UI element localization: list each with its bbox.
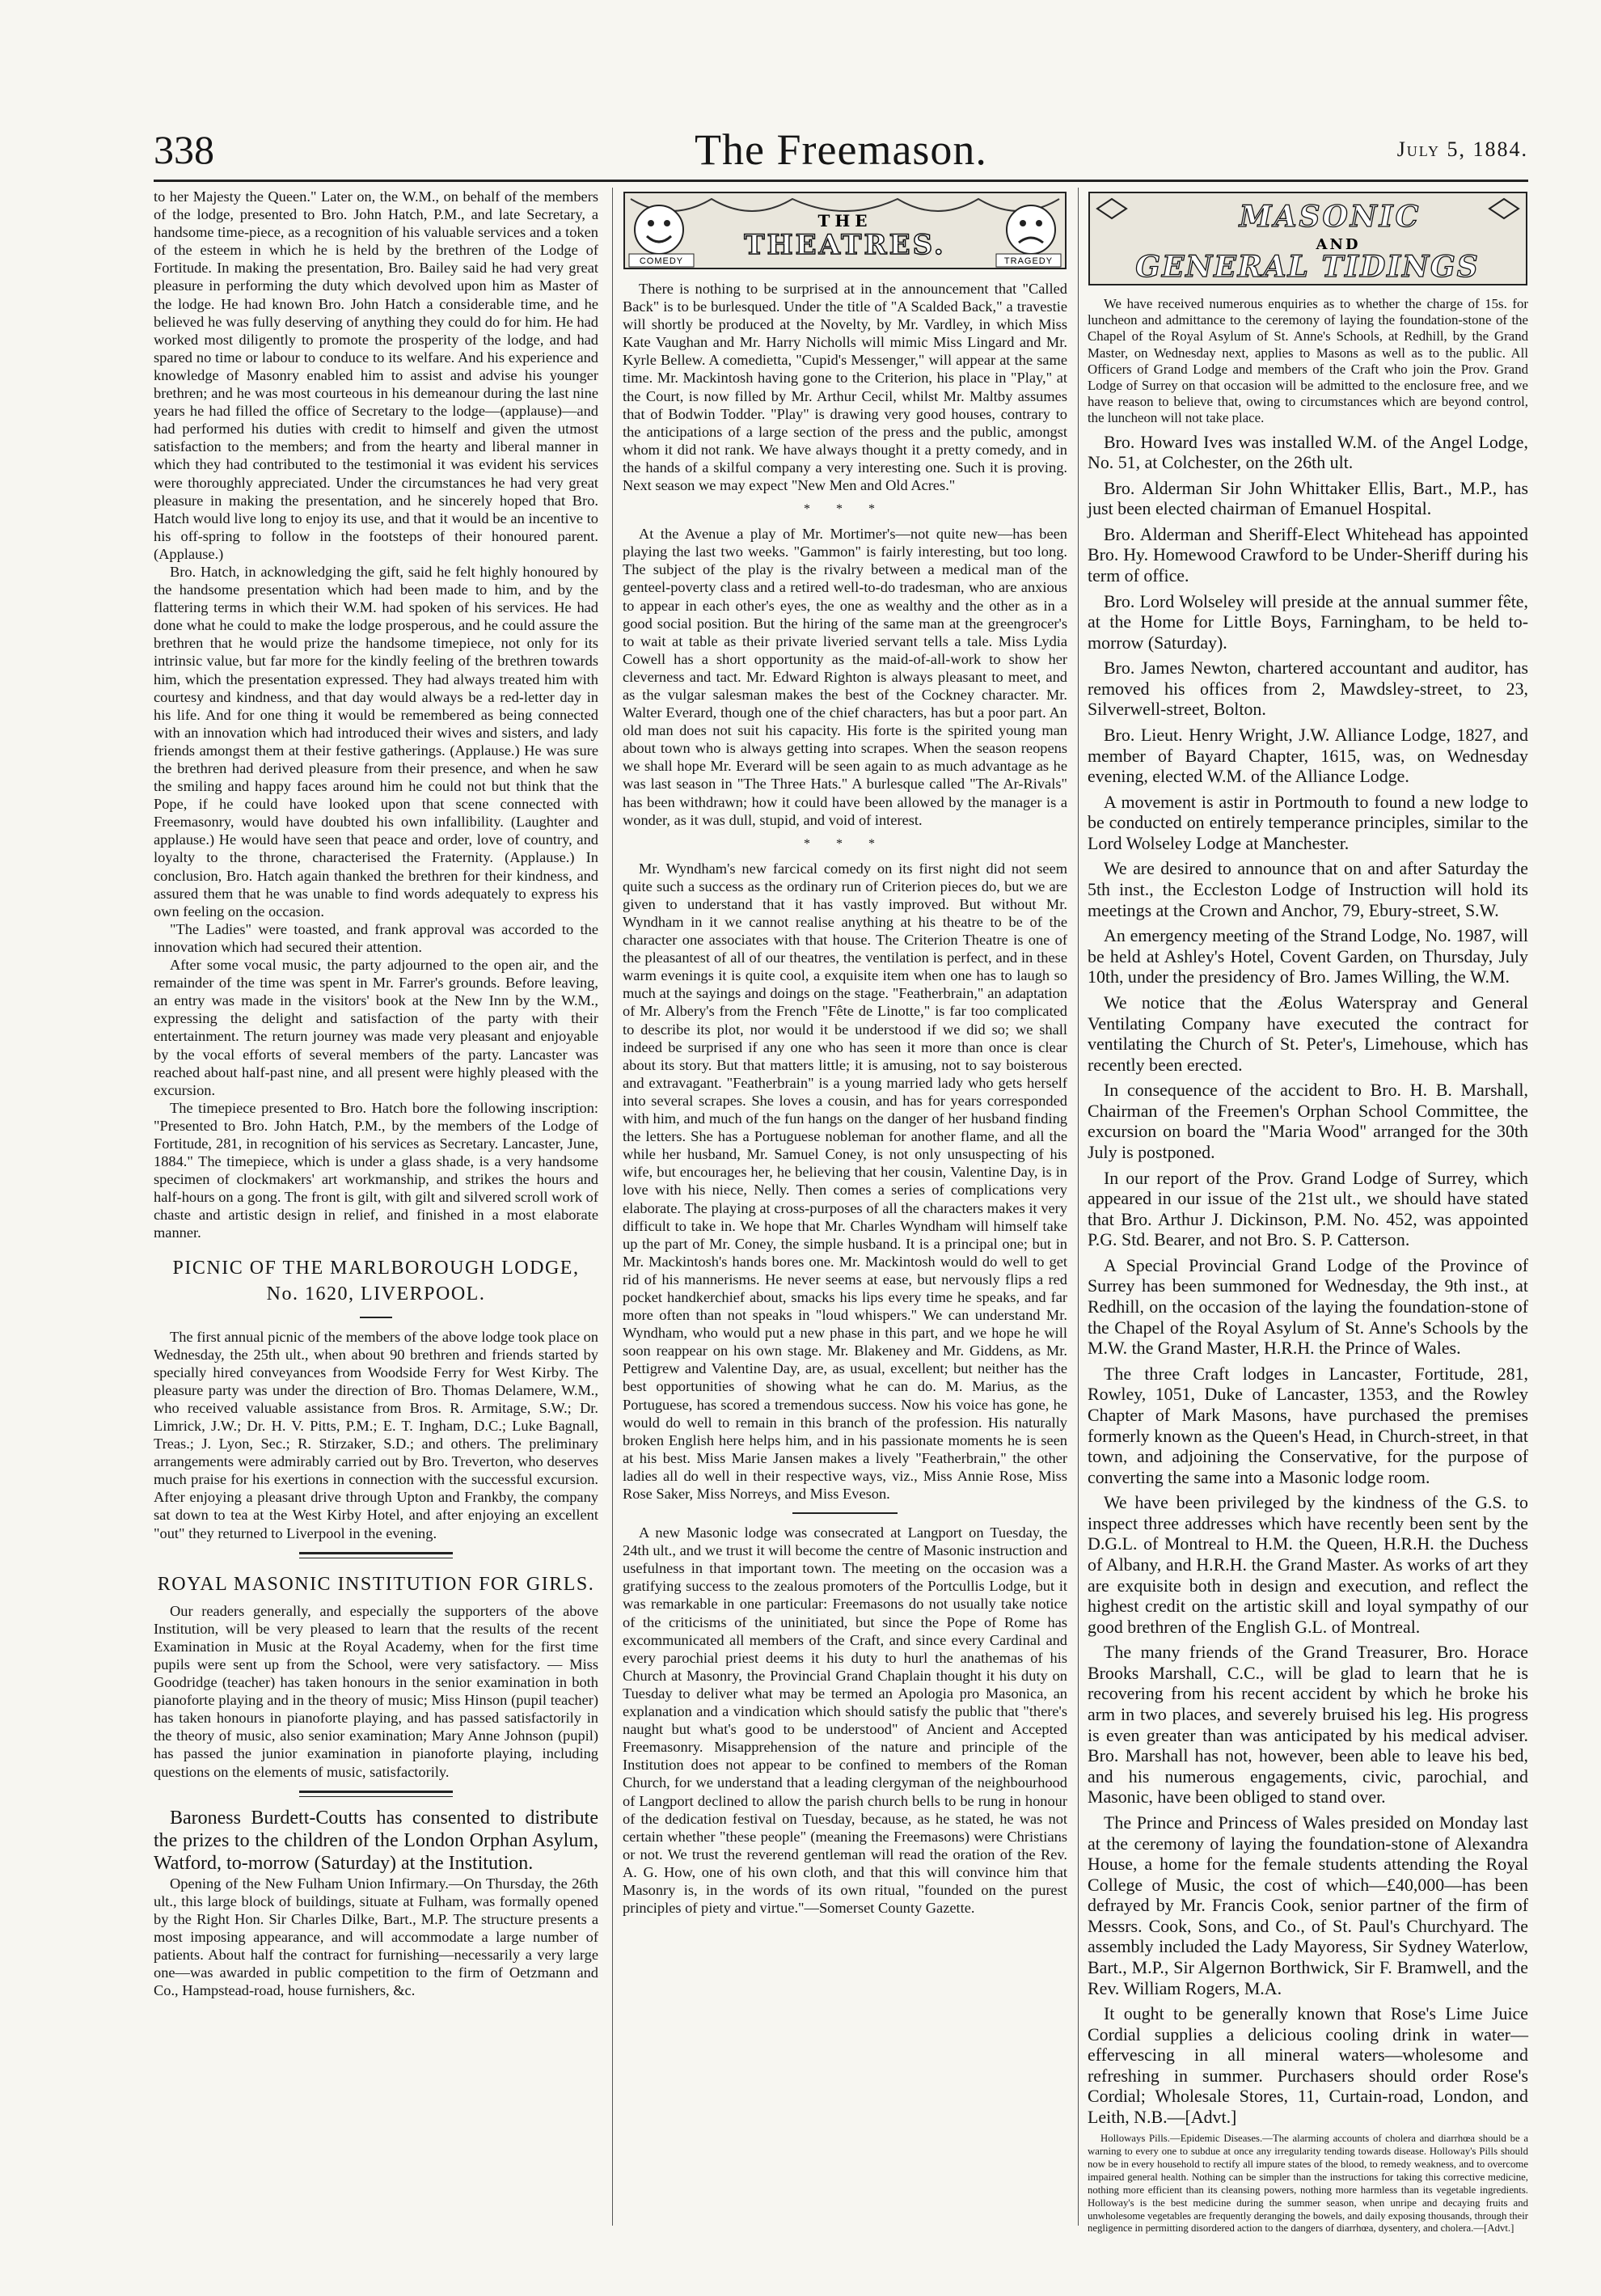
page-number: 338 xyxy=(154,127,214,172)
news-item: Bro. Alderman and Sheriff-Elect Whitehead has appointed Bro. Hy. Homewood Crawford to be Under-Sheriff during his term of office. xyxy=(1088,523,1528,586)
page-header xyxy=(154,125,1528,174)
advertisement-holloways: Holloways Pills.—Epidemic Diseases.—The alarming accounts of cholera and diarrhœa should be a warning to every one to subdue at once any irregularity tending towards disease. Holloway's Pills should now be in every household to rectify all impure states of the blood, to remedy weakness, and to overcome impaired general health. Nothing can be simpler than the instructions for taking this corrective medicine, nothing more efficient than its cleansing powers, nothing more harmless than its vegetable ingredients. Holloway's is the best medicine during the summer season, when unripe and decaying fruits and unwholesome vegetables are frequently deranging the bowels, and daily exposing thousands, through their negligence in permitting disordered action to the dangers of diarrhœa, dysentery, and cholera.—[Advt.] xyxy=(1088,2132,1528,2235)
article-paragraph: At the Avenue a play of Mr. Mortimer's—not quite new—has been playing the last two weeks. "Gammon" is fairly interesting, but too long. The subject of the play is the rivalry between a medical man of the genteel-poverty class and a retired well-to-do tradesman, who are anxious to appear in each other's eyes, the one as wealthy and the other as in a good social position. But the hiring of the same man at the greengrocer's to wait at table as their private liveried servant tells a tale. Miss Lydia Cowell has a short opportunity as the maid-of-all-work to show her cleverness and tact. Mr. Edward Righton is always pleasant to meet, and as the vulgar salesman makes the best of the Cockney character. Mr. Walter Everard, though one of the chief characters, has but a poor part. An old man does not suit his capacity. His forte is the spirited young man about town who is always getting into scrapes. When the season reopens we shall hope Mr. Everard will be seen again to as much advantage as he was last season in "The Three Hats." A burlesque called "The Ar-Rivals" has been withdrawn; how it could have been allowed by the manager is a wonder, as it was dull, stupid, and void of interest. xyxy=(623,526,1067,828)
advertisement: It ought to be generally known that Rose's Lime Juice Cordial supplies a delicious cooling drink in water—effervescing in all mineral waters—wholesome and refreshing in summer. Purchasers should order Rose's Cordial; Wholesale Stores, 11, Curtain-road, London, and Leith, N.B.—[Advt.] xyxy=(1088,2003,1528,2128)
article-paragraph: The timepiece presented to Bro. Hatch bore the following inscription: "Presented to Bro. John Hatch, P.M., by the members of the Lodge of Fortitude, 281, in recognition of his services as Secretary. Lancaster, June, 1884." The timepiece, which is under a glass shade, is a very handsome specimen of clockmakers' art workmanship, and strikes the hours and half-hours on a gong. The front is gilt, with gilt and silvered scroll work of chaste and artistic design in relief, and finished in a most elaborate manner. xyxy=(154,1099,598,1241)
section-stars: * * * xyxy=(804,836,886,851)
theatres-banner xyxy=(623,191,1067,270)
article-paragraph: Opening of the New Fulham Union Infirmary.—On Thursday, the 26th ult., this large block of buildings, situate at Fulham, was formally opened by the Right Hon. Sir Charles Dilke, Bart., M.P. The structure presents a most imposing appearance, and will accommodate a large number of patients. About half the contract for furnishing—necessarily a very large one—was awarded in public competition to the firm of Oetzmann and Co., Hampstead-road, house furnishers, &c. xyxy=(154,1875,598,1999)
divider xyxy=(792,1512,898,1514)
header-rule xyxy=(154,180,1528,182)
news-item: A movement is astir in Portmouth to found a new lodge to be conducted on entirely temperance principles, similar to the Lord Wolseley Lodge at Manchester. xyxy=(1088,791,1528,853)
news-item: Bro. Alderman Sir John Whittaker Ellis, Bart., M.P., has just been elected chairman of Emanuel Hospital. xyxy=(1088,477,1528,519)
divider xyxy=(360,1317,392,1318)
column-rule xyxy=(612,188,613,2226)
news-item: The three Craft lodges in Lancaster, Fortitude, 281, Rowley, 1051, Duke of Lancaster, 1353, and the Rowley Chapter of Mark Masons, have purchased the premises formerly known as the Queen's Head, in Church-street, in that town, and adjoining the Conservative, for the purpose of converting the same into a Masonic lodge room. xyxy=(1088,1363,1528,1487)
news-item: We are desired to announce that on and after Saturday the 5th inst., the Eccleston Lodge of Instruction will hold its meetings at the Crown and Anchor, 79, Ebury-street, S.W. xyxy=(1088,858,1528,920)
article-paragraph: "The Ladies" were toasted, and frank approval was accorded to the innovation which had secured their attention. xyxy=(154,920,598,955)
tidings-banner xyxy=(1088,191,1528,286)
article-paragraph: Baroness Burdett-Coutts has consented to distribute the prizes to the children of the London Orphan Asylum, Watford, to-morrow (Saturday) at the Institution. xyxy=(154,1807,598,1874)
article-paragraph: After some vocal music, the party adjourned to the open air, and the remainder of the time was spent in Mr. Farrer's grounds. Before leaving, an entry was made in the visitors' book at the New Inn by the W.M., expressing the delight and satisfaction of the party with their entertainment. The return journey was made very pleasant and enjoyable by the vocal efforts of several members of the party. Lancaster was reached about half-past nine, and all present were highly pleased with the excursion. xyxy=(154,957,598,1098)
news-item: We have been privileged by the kindness of the G.S. to inspect three addresses which have recently been sent by the D.G.L. of Montreal to H.M. the Queen, H.R.H. the Duchess of Albany, and H.R.H. the Grand Master. As works of art they are exquisite both in design and execution, and reflect the highest credit on the artistic skill and loyal sympathy of our good brethren of the English G.L. of Montreal. xyxy=(1088,1492,1528,1637)
article-paragraph: Our readers generally, and especially the supporters of the above Institution, will be very pleased to learn that the results of the recent Examination in Music at the Royal Academy, when for the first time pupils were sent up from the School, were very satisfactory. — Miss Goodridge (teacher) has taken honours in the senior examination in both pianoforte playing and in the theory of music; Miss Hinson (pupil teacher) has taken honours in pianoforte playing, and has passed satisfactorily in the theory of music, also senior examination; Mary Anne Johnson (pupil) has passed the junior examination in pianoforte playing, including questions on the elements of music, satisfactorily. xyxy=(154,1602,598,1780)
banner-masonic: MASONIC xyxy=(1239,200,1421,234)
article-paragraph: Mr. Wyndham's new farcical comedy on its first night did not seem quite such a success as the ordinary run of Criterion pieces do, but we are given to understand that it has vastly improved. But without Mr. Wyndham in it we cannot realise anything at his theatre to be of the character one associates with that house. The Criterion Theatre is one of the pleasantest of all of our theatres, the ventilation is perfect, and in these warm evenings it is quite cool, a exquisite item when one has to laugh so much at the sayings and doings on the stage. "Featherbrain," an adaptation of Mr. Albery's from the French "Fête de Linotte," is far too complicated to describe its plot, nor would it be understood if we did so; we shall indeed be surprised if any one who has seen it more than once is clear about its story. But that matters little; it is amusing, not to say boisterous and extravagant. "Featherbrain" is a young married lady who gets herself into several scrapes. She loves a cousin, and has for years corresponded with him, and much of the fun hangs on the danger of her husband finding the letters. She has a Portuguese nobleman for another flame, and all the while her husband, Mr. Samuel Coney, is not only unsuspecting of his wife, but encourages her, he believing that her cousin, Valentine Day, is in love with his niece, Nelly. Then comes a series of complications very elaborate. The playing at cross-purposes of all the characters makes it very difficult to take in. We hope that Mr. Charles Wyndham will himself take up the part of Mr. Coney, the simple husband. It is a principal one; but in Mr. Mackintosh's hands bores one. Mr. Mackintosh would do well to get rid of his mannerisms. He never seems at ease, but nervously flips a red pocket handkerchief about, smacks his lips every time he speaks, and far more often than not speaks in "loud whispers." We can understand Mr. Wyndham, who would put a new phase in this part, and we hope he will soon reappear on his own stage. Mr. Blakeney and Mr. Giddens, as Mr. Pettigrew and Valentine Day, are, as usual, excellent; but neither has the best opportunities of showing what he can do. M. Marius, as the Portuguese, has scored a tremendous success. Now his voice has gone, he would do well to remain in this branch of the profession. His naturally broken English here helps him, and in his passionate moments he is seen at his best. Miss Marie Jansen makes a lively "Featherbrain," the other ladies all do well in their respective ways, viz., Miss Annie Rose, Miss Rose Saker, Miss Norreys, and Miss Eveson. xyxy=(623,860,1067,1502)
column-1 xyxy=(154,188,598,1999)
news-item: Bro. Lieut. Henry Wright, J.W. Alliance Lodge, 1827, and member of Bayard Chapter, 1615, was, on Wednesday evening, elected W.M. of the Alliance Lodge. xyxy=(1088,725,1528,787)
news-item: Bro. Howard Ives was installed W.M. of the Angel Lodge, No. 51, at Colchester, on the 26th ult. xyxy=(1088,431,1528,473)
comedy-mask-icon xyxy=(635,205,683,254)
banner-comedy: COMEDY xyxy=(639,256,684,266)
banner-general-tidings: GENERAL TIDINGS xyxy=(1135,250,1480,284)
divider xyxy=(299,1791,453,1797)
section-heading: ROYAL MASONIC INSTITUTION FOR GIRLS. xyxy=(157,1573,595,1595)
article-paragraph: There is nothing to be surprised at in the announcement that "Called Back" is to be burlesqued. Under the title of "A Scalded Back," a travestie will shortly be produced at the Novelty, by Mr. Vardley, in which Miss Kate Vaughan and Mr. Harry Nicholls will mimic Miss Lingard and Mr. Kyrle Bellew. A comedietta, "Cupid's Messenger," will appear at the same time. Mr. Mackintosh having gone to the Criterion, his place in "Play," at the Court, is now filled by Mr. Arthur Cecil, whilst Mr. Maltby assumes that of Bodwin Todder. "Play" is drawing very good houses, contrary to the anticipations of a large section of the press and the public, amongst whom it did not rank. We have always thought it a pretty comedy, and in the hands of a skilful company a very interesting one. Such it is proving. Next season we may expect "New Men and Old Acres." xyxy=(623,281,1067,494)
column-rule xyxy=(1078,188,1079,2226)
column-2 xyxy=(623,188,1067,1917)
column-3 xyxy=(1088,188,1528,2235)
banner-tragedy: TRAGEDY xyxy=(1003,256,1054,266)
news-item: We have received numerous enquiries as to whether the charge of 15s. for luncheon and admittance to the ceremony of laying the foundation-stone of the Chapel of the Royal Asylum of St. Anne's Schools, at Redhill, by the Grand Master, on Wednesday next, applies to Masons as well as to the public. All Officers of Grand Lodge and members of the Craft who join the Prov. Grand Lodge of Surrey on that occasion will be admitted to the enclosure free, and we have reason to believe that, owing to circumstances which are beyond control, the luncheon will not take place. xyxy=(1088,296,1528,426)
section-stars: * * * xyxy=(804,502,886,517)
section-heading: PICNIC OF THE MARLBOROUGH LODGE, No. 1620, LIVERPOOL. xyxy=(172,1257,580,1304)
article-paragraph: Bro. Hatch, in acknowledging the gift, said he felt highly honoured by the handsome presentation which had been made to him, and by the flattering terms in which their W.M. had spoken of his services. He had done what he could to make the lodge prosperous, and he could assure the brethren that he would prize the handsome timepiece, not only for its intrinsic value, but far more for the kindly feeling of the brethren towards him, which the presentation expressed. They had always treated him with courtesy and kindness, and that day would always be a red-letter day in his life. And for one thing it would be remembered as being connected with an innovation which had introduced their wives and sisters, and lady friends amongst them at their festive gatherings. (Applause.) He was sure the brethren had derived pleasure from their presence, and when he saw the smiling and happy faces around him he could not but think that the Pope, if he could have looked upon that scene connected with Freemasonry, would have doubted his own infallibility. (Laughter and applause.) He would have seen that peace and order, love of country, and loyalty to the throne, characterised the Fraternity. (Applause.) In conclusion, Bro. Hatch again thanked the brethren for their kindness, and assured them that he was unable to find words adequately to express his own feeling on the occasion. xyxy=(154,563,598,920)
news-item: The many friends of the Grand Treasurer, Bro. Horace Brooks Marshall, C.C., will be glad to learn that he is recovering from his recent accident by which he broke his arm in two places, and severely bruised his leg. His progress is even greater than was anticipated by his medical adviser. Bro. Marshall has not, however, been able to leave his bed, and his numerous engagements, civic, parochial, and Masonic, have been obliged to stand over. xyxy=(1088,1642,1528,1808)
divider xyxy=(299,1552,453,1558)
theatres-banner-art xyxy=(623,191,1067,270)
masthead: The Freemason. xyxy=(695,125,987,174)
news-item: Bro. James Newton, chartered accountant and auditor, has removed his offices from 2, Mawdsley-street, to 23, Silverwell-street, Bolton. xyxy=(1088,658,1528,720)
news-item: An emergency meeting of the Strand Lodge, No. 1987, will be held at Ashley's Hotel, Covent Garden, on Thursday, July 10th, under the presidency of Bro. James Willing, the W.M. xyxy=(1088,925,1528,987)
news-item: We notice that the Æolus Waterspray and General Ventilating Company have executed the contract for ventilating the Church of St. Peter's, Limehouse, which has recently been erected. xyxy=(1088,992,1528,1075)
news-item: Bro. Lord Wolseley will preside at the annual summer fête, at the Home for Little Boys, Farningham, to be held to-morrow (Saturday). xyxy=(1088,590,1528,653)
news-item: A Special Provincial Grand Lodge of the Province of Surrey has been summoned for Wednesday, the 9th inst., at Redhill, on the occasion of the laying the foundation-stone of the Chapel of the Royal Asylum of St. Anne's Schools by the M.W. the Grand Master, H.R.H. the Prince of Wales. xyxy=(1088,1254,1528,1359)
tragedy-mask-icon xyxy=(1007,205,1055,254)
news-item: The Prince and Princess of Wales presided on Monday last at the ceremony of laying the foundation-stone of Alexandra House, a home for the female students attending the Royal College of Music, the cost of which—£40,000—has been defrayed by Mr. Francis Cook, senior partner of the firm of Messrs. Cook, Sons, and Co., of St. Paul's Churchyard. The assembly included the Lady Mayoress, Sir Sydney Waterlow, Bart., M.P., Sir Algernon Borthwick, Sir F. Bramwell, and the Rev. William Rogers, M.A. xyxy=(1088,1812,1528,1998)
article-paragraph: A new Masonic lodge was consecrated at Langport on Tuesday, the 24th ult., and we trust it will become the centre of Masonic instruction and usefulness in that important town. The meeting on the occasion was a gratifying success to the zealous promoters of the Portcullis Lodge, but it was remarkable in one particular: Freemasons do not usually take notice of the criticisms of the uninitiated, but since the Pope of Rome has excommunicated all members of the Craft, and since every Cardinal and every parochial priest deems it his duty to hurl the anathemas of his Church at Masonry, the Provincial Grand Chaplain thought it his duty on Tuesday to deliver what may be termed an Apologia pro Masonica, an explanation and a vindication which should satisfy the public that "there's naught but what's good to be understood" of Ancient and Accepted Freemasonry. Misapprehension of the nature and principle of the Institution does not appear to be confined to members of the Roman Church, for we understand that a leading clergyman of the neighbourhood of Langport declined to allow the parish church bells to be rung in honour of the dedication festival on Tuesday, because, as he stated, he was not certain whether "these people" (meaning the Freemasons) were Christians or not. We trust the reverend gentleman will read the oration of the Rev. A. G. How, one of his own cloth, and that this will convince him that Masonry is, in the words of its own ritual, "founded on the purest principles of piety and virtue."—Somerset County Gazette. xyxy=(623,1524,1067,1917)
news-item: In our report of the Prov. Grand Lodge of Surrey, which appeared in our issue of the 21st ult., we should have stated that Bro. Arthur J. Dickinson, P.M. No. 452, was appointed P.G. Std. Bearer, and not Bro. S. P. Catterson. xyxy=(1088,1167,1528,1250)
article-paragraph: to her Majesty the Queen." Later on, the W.M., on behalf of the members of the lodge, presented to Bro. John Hatch, P.M., and late Secretary, a handsome time-piece, as a recognition of his valuable services and a token of the esteem in which he is held by the brethren of the Lodge of Fortitude. In making the presentation, Bro. Bailey said he had very great pleasure in performing the duty which devolved upon him as Master of the lodge. He had known Bro. John Hatch a considerable time, and he believed he was fully deserving of anything they could do for him. He had worked most diligently to promote the prosperity of the lodge, and had spared no time or labour to conduce to its welfare. And his experience and knowledge of Masonry enabled him to assist and advise his younger brethren; and he was most courteous in his demeanour during the last nine years he had filled the office of Secretary to the lodge—(applause)—and had performed his duties with credit to himself and given the utmost satisfaction to the members; and from the hearty and liberal manner in which they had contributed to the testimonial it was evident his services were thoroughly appreciated. Under the circumstances he had very great pleasure in making the presentation, and he sincerely hoped that Bro. Hatch would live long to enjoy its use, and that it would be an incentive to his off-spring to follow in the footsteps of their honoured parent. (Applause.) xyxy=(154,188,598,562)
article-paragraph: The first annual picnic of the members of the above lodge took place on Wednesday, the 25th ult., when about 90 brethren and friends started by specially hired conveyances from Woodside Ferry for West Kirby. The pleasure party was under the direction of Bro. Thomas Delamere, W.M., who received valuable assistance from Bros. R. Armitage, S.W.; Dr. Limrick, J.W.; Dr. H. V. Pitts, P.M.; E. T. Ingham, D.C.; Luke Bagnall, Treas.; J. Lyon, Sec.; R. Stirzaker, S.D.; and others. The preliminary arrangements were admirably carried out by Bro. Treverton, who deserves much praise for his exertions in connection with the successful excursion. After enjoying a pleasant drive through Upton and Frankby, the company sat down to tea at the West Kirby Hotel, and after enjoying an excellent "out" they returned to Liverpool in the evening. xyxy=(154,1328,598,1541)
news-item: In consequence of the accident to Bro. H. B. Marshall, Chairman of the Freemen's Orphan School Committee, the excursion on board the "Maria Wood" arranged for the 30th July is postponed. xyxy=(1088,1080,1528,1162)
tidings-banner-art xyxy=(1088,191,1528,286)
banner-the: THE xyxy=(817,211,872,230)
banner-and: AND xyxy=(1316,236,1361,253)
issue-date: July 5, 1884. xyxy=(1396,137,1528,161)
banner-theatres: THEATRES. xyxy=(744,229,946,261)
